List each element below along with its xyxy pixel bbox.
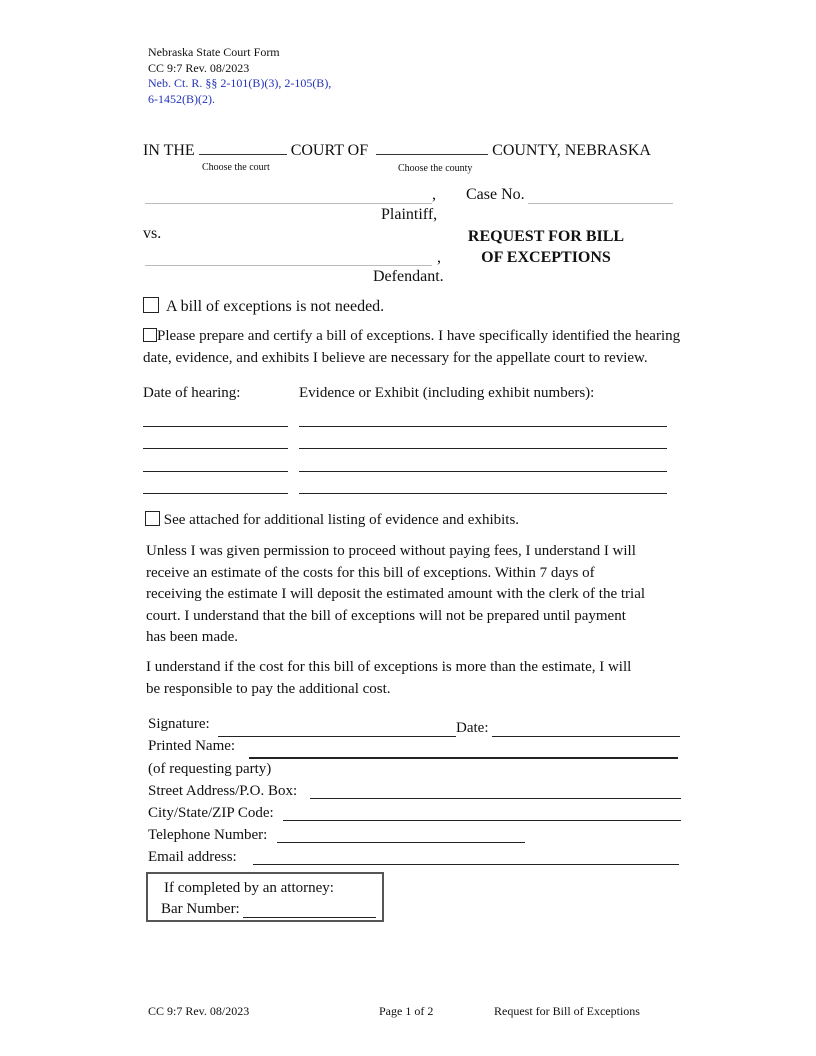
city-state-zip-label: City/State/ZIP Code: [148, 805, 274, 821]
evidence-field-4[interactable] [299, 493, 667, 494]
prepare-checkbox[interactable] [143, 328, 157, 342]
bar-number-label: Bar Number: [161, 901, 240, 917]
printed-name-field[interactable] [249, 757, 678, 759]
case-number-field[interactable] [528, 202, 673, 204]
bar-number-field[interactable] [243, 917, 376, 918]
attorney-label: If completed by an attorney: [164, 880, 334, 896]
date-field-2[interactable] [143, 448, 288, 449]
email-label: Email address: [148, 849, 237, 865]
cost-line-2: be responsible to pay the additional cost. [146, 680, 391, 697]
date-of-hearing-header: Date of hearing: [143, 385, 241, 401]
city-state-zip-field[interactable] [283, 820, 681, 821]
cost-line-1: I understand if the cost for this bill of exceptions is more than the estimate, I will [146, 659, 632, 675]
date-field-4[interactable] [143, 493, 288, 494]
option-attached [145, 510, 519, 532]
evidence-field-2[interactable] [299, 448, 667, 449]
signature-label: Signature: [148, 716, 210, 732]
defendant-name-field[interactable] [145, 264, 432, 266]
telephone-label: Telephone Number: [148, 827, 268, 843]
county-select[interactable] [376, 140, 488, 155]
cost-paragraph [146, 657, 631, 700]
estimate-line-4: court. I understand that the bill of exceptions will not be prepared until payment [146, 607, 626, 624]
evidence-header: Evidence or Exhibit (including exhibit numbers): [299, 385, 595, 401]
document-title [455, 228, 637, 267]
county-state-label: COUNTY, NEBRASKA [492, 142, 651, 159]
estimate-line-2: receive an estimate of the costs for this bill of exceptions. Within 7 days of [146, 564, 595, 581]
option-prepare [143, 326, 703, 369]
evidence-field-1[interactable] [299, 426, 667, 427]
street-address-field[interactable] [310, 798, 681, 799]
signature-field[interactable] [218, 736, 456, 737]
option-not-needed [143, 297, 384, 316]
plaintiff-name-field[interactable] [145, 202, 432, 204]
rule-reference-link[interactable]: Neb. Ct. R. §§ 2-101(B)(3), 2-105(B), [148, 76, 332, 90]
not-needed-checkbox[interactable] [143, 297, 159, 313]
choose-county-hint: Choose the county [398, 163, 473, 174]
attached-checkbox[interactable] [145, 511, 160, 526]
date-label: Date: [456, 720, 489, 736]
evidence-field-3[interactable] [299, 471, 667, 472]
court-caption [143, 140, 651, 160]
versus-label: vs. [143, 225, 162, 242]
prepare-label-cont: date, evidence, and exhibits I believe are necessary for the appellate court to review. [143, 349, 648, 366]
attached-label: See attached for additional listing of evidence and exhibits. [163, 512, 520, 528]
estimate-line-5: has been made. [146, 629, 239, 645]
defendant-comma: , [437, 249, 441, 266]
not-needed-label: A bill of exceptions is not needed. [166, 298, 385, 315]
email-field[interactable] [253, 864, 679, 865]
plaintiff-comma: , [432, 186, 436, 203]
requesting-party-label: (of requesting party) [148, 761, 272, 777]
estimate-paragraph [146, 541, 645, 649]
estimate-line-3: receiving the estimate I will deposit the estimated amount with the clerk of the trial [146, 586, 646, 602]
footer-title: Request for Bill of Exceptions [494, 1004, 640, 1018]
rule-reference-link-cont[interactable]: 6-1452(B)(2). [148, 91, 215, 106]
case-no-label: Case No. [466, 186, 525, 203]
attorney-box [146, 872, 384, 922]
title-line-2: OF EXCEPTIONS [481, 249, 611, 266]
printed-name-label: Printed Name: [148, 738, 236, 754]
court-of-label: COURT OF [290, 142, 369, 159]
estimate-line-1: Unless I was given permission to proceed without paying fees, I understand I will [146, 543, 636, 559]
form-header [148, 45, 331, 107]
date-field-1[interactable] [143, 426, 288, 427]
title-line-1: REQUEST FOR BILL [467, 228, 625, 245]
prepare-label: Please prepare and certify a bill of exceptions. I have specifically identified the hearing [157, 328, 681, 344]
telephone-field[interactable] [277, 842, 525, 843]
in-the-label: IN THE [143, 142, 195, 159]
choose-court-hint: Choose the court [202, 162, 270, 173]
form-revision: CC 9:7 Rev. 08/2023 [148, 60, 250, 75]
date-field-3[interactable] [143, 471, 288, 472]
defendant-label: Defendant. [373, 268, 444, 285]
date-field[interactable] [492, 736, 680, 737]
court-select[interactable] [199, 140, 287, 155]
footer-form: CC 9:7 Rev. 08/2023 [148, 1004, 250, 1018]
plaintiff-label: Plaintiff, [381, 206, 438, 223]
footer-page-number: Page 1 of 2 [379, 1004, 434, 1018]
form-name: Nebraska State Court Form [148, 45, 280, 59]
street-address-label: Street Address/P.O. Box: [148, 783, 298, 799]
